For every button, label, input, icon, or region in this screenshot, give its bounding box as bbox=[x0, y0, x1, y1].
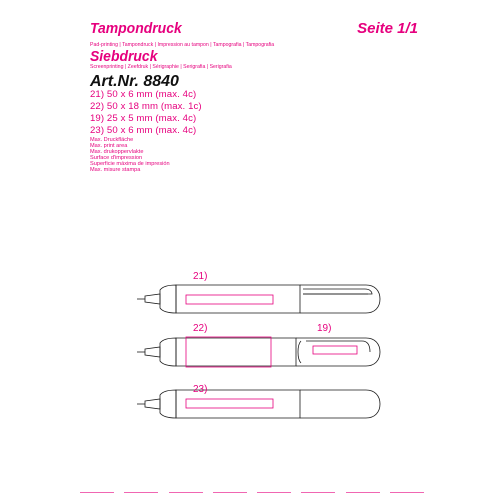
print-position-label: 23) bbox=[193, 384, 208, 395]
footer-rule bbox=[169, 492, 203, 493]
title-screen-printing: Siebdruck bbox=[90, 48, 158, 65]
spec-line: 23) 50 x 6 mm (max. 4c) bbox=[90, 125, 197, 136]
footer-rule bbox=[213, 492, 247, 493]
max-area-label: Max. print area bbox=[90, 143, 128, 149]
max-area-label: Surface d'impression bbox=[90, 155, 143, 161]
footer-rule bbox=[390, 492, 424, 493]
title-pad-printing: Tampondruck bbox=[90, 20, 182, 37]
pen-illustration bbox=[137, 338, 380, 366]
print-area-21 bbox=[186, 295, 273, 304]
footer-rule bbox=[80, 492, 114, 493]
print-area-22 bbox=[186, 337, 271, 367]
print-area-19 bbox=[313, 346, 357, 354]
print-position-label: 21) bbox=[193, 271, 208, 282]
pen-illustration bbox=[137, 285, 380, 313]
footer-rule bbox=[301, 492, 335, 493]
print-area-23 bbox=[186, 399, 273, 408]
article-number: Art.Nr. 8840 bbox=[90, 73, 179, 90]
footer-rule bbox=[124, 492, 158, 493]
spec-line: 21) 50 x 6 mm (max. 4c) bbox=[90, 89, 197, 100]
print-position-label: 22) bbox=[193, 323, 208, 334]
max-area-label: Max. Druckfläche bbox=[90, 137, 134, 143]
spec-line: 19) 25 x 5 mm (max. 4c) bbox=[90, 113, 197, 124]
screen-printing-languages: Screenprinting | Zeefdruk | Sérigraphie | Serigrafia | Serigrafia bbox=[90, 64, 232, 70]
spec-line: 22) 50 x 18 mm (max. 1c) bbox=[90, 101, 202, 112]
max-area-label: Superficie máxima de impresión bbox=[90, 161, 170, 167]
footer-disclaimer bbox=[80, 492, 424, 493]
pen-illustration bbox=[137, 390, 380, 418]
pad-printing-languages: Pad-printing | Tampondruck | Impression au tampon | Tampografia | Tampografia bbox=[90, 42, 275, 48]
page-number: Seite 1/1 bbox=[357, 20, 418, 37]
footer-rule bbox=[346, 492, 380, 493]
max-area-label: Max. drukoppervlakte bbox=[90, 149, 144, 155]
print-position-label: 19) bbox=[317, 323, 332, 334]
max-area-label: Max. misure stampa bbox=[90, 167, 141, 173]
footer-rule bbox=[257, 492, 291, 493]
